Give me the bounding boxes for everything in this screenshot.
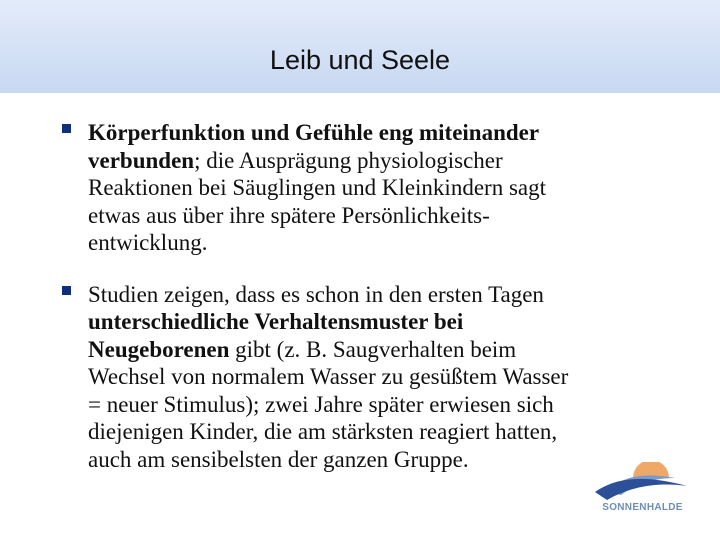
bold-text: unterschiedliche Verhaltensmuster bei [88, 309, 464, 334]
bullet-line [88, 229, 688, 257]
bullet-line [88, 336, 688, 364]
sonnenhalde-logo [595, 462, 690, 520]
bullet-text [88, 119, 688, 257]
bold-text: Körperfunktion und Gefühle eng miteinander [88, 120, 540, 145]
bullet-line [88, 202, 688, 230]
text-segment: ; die Ausprägung physiologischer [194, 147, 503, 173]
text-segment: Studien zeigen, dass es schon in den ersten Tagen [88, 281, 544, 307]
text-segment: etwas aus über ihre spätere Persönlichkeits- [88, 202, 490, 228]
bullet-line [88, 418, 688, 446]
bold-text: Neugeborenen [88, 336, 230, 362]
bullet-list [0, 119, 720, 473]
slide-title: Leib und Seele [269, 45, 451, 75]
text-segment: gibt (z. B. Saugverhalten beim [229, 336, 517, 362]
bullet-text [88, 281, 688, 474]
square-bullet-icon [62, 124, 71, 133]
text-segment: = neuer Stimulus); zwei Jahre später erwiesen sich [88, 391, 554, 417]
bullet-item [0, 281, 688, 474]
bullet-line [88, 308, 688, 336]
sonnenhalde-logo-icon [595, 462, 690, 502]
bullet-line [88, 281, 688, 309]
bullet-line [88, 363, 688, 391]
bullet-item [0, 119, 688, 257]
logo-wave-dark-icon [595, 479, 687, 500]
bullet-line [88, 119, 688, 147]
text-segment: Wechsel von normalem Wasser zu gesüßtem Wasser [88, 364, 569, 389]
text-segment: diejenigen Kinder, die am stärksten reagiert hatten, [88, 419, 558, 444]
text-segment: entwicklung. [88, 230, 208, 255]
square-bullet-icon [62, 286, 71, 295]
logo-text: SONNENHALDE [602, 502, 683, 513]
bullet-line [88, 174, 688, 202]
bold-text: verbunden [88, 147, 195, 173]
text-segment: auch am sensibelsten der ganzen Gruppe. [88, 446, 469, 472]
bullet-line [88, 391, 688, 419]
bullet-line [88, 147, 688, 175]
text-segment: Reaktionen bei Säuglingen und Kleinkindern sagt [88, 175, 546, 200]
